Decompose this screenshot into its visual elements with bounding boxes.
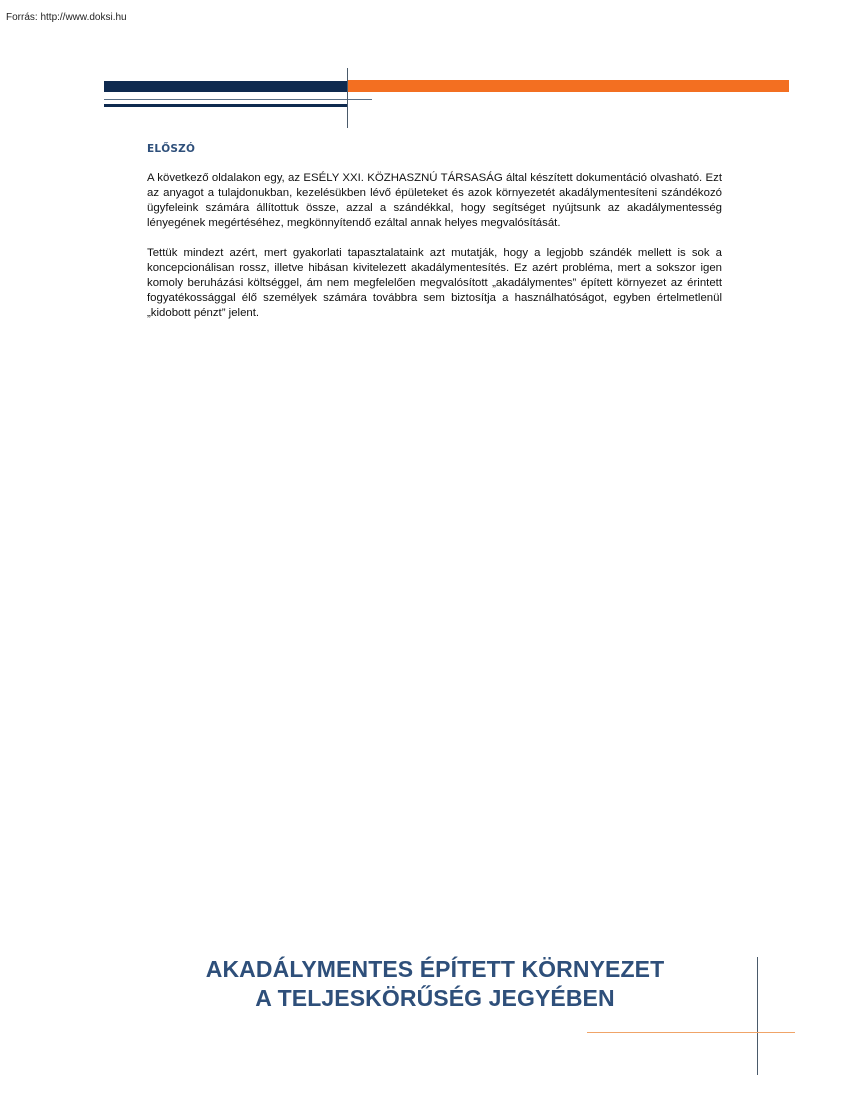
document-title-line-2: A TELJESKÖRŰSÉG JEGYÉBEN [255, 985, 615, 1011]
preface-heading: ELŐSZÓ [147, 143, 196, 155]
header-navy-rule [104, 104, 348, 107]
preface-section [147, 143, 722, 336]
preface-paragraph-2: Tettük mindezt azért, mert gyakorlati tapasztalataink azt mutatják, hogy a legjobb szándék mellett is sok a koncepcionálisan rossz, illetve hibásan kivitelezett akadálymentesítés. Ez azért probléma, mert a sokszor igen komoly beruházási költséggel, ám nem megfelelően megvalósított „akadálymentes” épített környezet az érintett fogyatékossággal élő személyek számára továbbra sem biztosítja a használhatóságot, egyben értelmetlenül „kidobott pénzt” jelent. [147, 247, 722, 319]
source-note: Forrás: http://www.doksi.hu [6, 12, 127, 23]
header-decoration [0, 0, 850, 140]
document-title [130, 955, 740, 1013]
navy-header-bar [104, 81, 348, 92]
header-thin-rule [104, 99, 372, 100]
preface-paragraph-1: A következő oldalakon egy, az ESÉLY XXI. KÖZHASZNÚ TÁRSASÁG által készített dokumentáció olvasható. Ezt az anyagot a tulajdonukban, kezelésükben lévő épületeket és azok környezetét akadálymentesíteni szándékozó ügyfeleink számára állítottuk össze, azzal a szándékkal, hogy segítséget nyújtsunk az akadálymentesség lényegének megértéséhez, megkönnyítendő ezáltal annak helyes megvalósítását. [147, 172, 722, 229]
footer-horizontal-rule [587, 1032, 795, 1033]
header-vertical-rule [347, 68, 348, 128]
document-title-line-1: AKADÁLYMENTES ÉPÍTETT KÖRNYEZET [205, 956, 665, 982]
footer-vertical-rule [757, 957, 758, 1075]
orange-header-bar [348, 80, 789, 92]
